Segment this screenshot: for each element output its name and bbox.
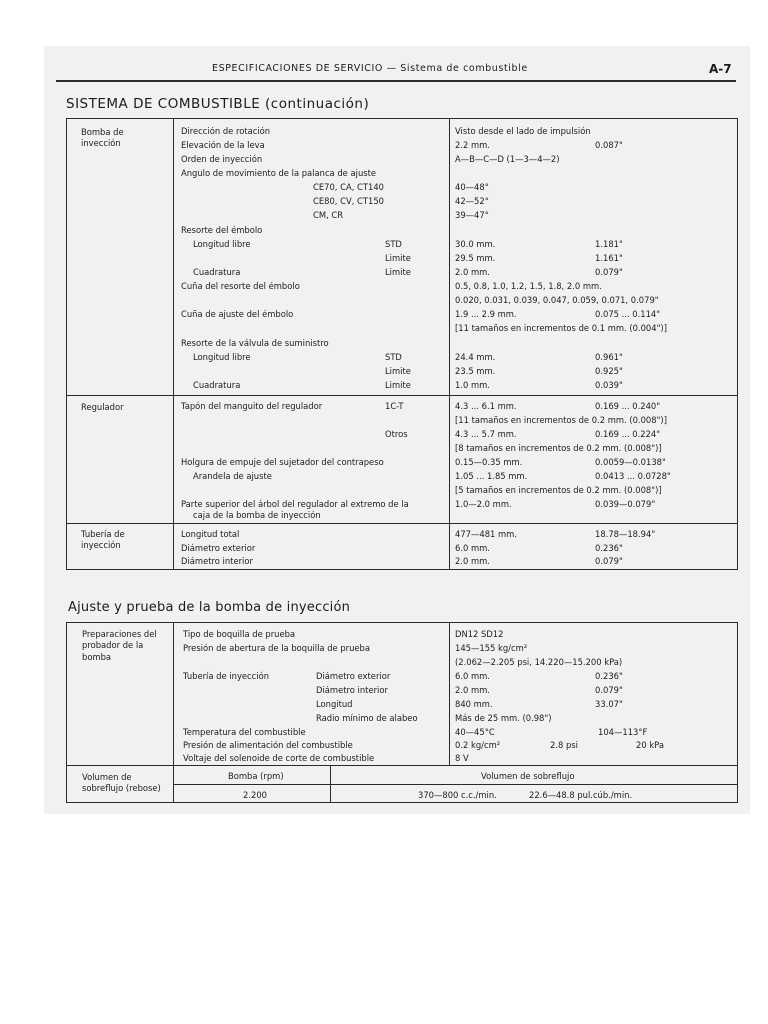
column-header: Volumen de sobreflujo <box>481 771 575 781</box>
spec-note: [8 tamaños en incrementos de 0.2 mm. (0.008")] <box>455 443 662 453</box>
volume-value-inch: 22.6—48.8 pul.cúb./min. <box>529 790 633 800</box>
spec-label: Presión de abertura de la boquilla de prueba <box>183 643 370 653</box>
spec-value: 30.0 mm. <box>455 239 496 249</box>
spec-value-inch: 0.079" <box>595 685 623 695</box>
spec-value: 24.4 mm. <box>455 352 496 362</box>
rpm-value: 2.200 <box>243 790 267 800</box>
spec-value: 4.3 ... 6.1 mm. <box>455 401 517 411</box>
spec-value: A—B—C—D (1—3—4—2) <box>455 154 560 164</box>
spec-value-inch: 0.925" <box>595 366 623 376</box>
spec-value: 42—52° <box>455 196 489 206</box>
spec-value: 2.0 mm. <box>455 685 490 695</box>
condition-label: STD <box>385 239 402 249</box>
table-divider-value <box>449 118 450 569</box>
spec-value-inch: 18.78—18.94" <box>595 529 656 539</box>
spec-label: Longitud libre <box>193 352 251 362</box>
spec-value-inch: 0.0413 ... 0.0728" <box>595 471 671 481</box>
spec-value: 840 mm. <box>455 699 493 709</box>
section-title: Ajuste y prueba de la bomba de inyección <box>68 600 351 615</box>
spec-value-inch: 0.236" <box>595 671 623 681</box>
spec-value: 23.5 mm. <box>455 366 496 376</box>
spec-value: 0.2 kg/cm² <box>455 740 501 750</box>
group-label: Bomba de <box>81 127 124 137</box>
spec-sublabel: Longitud <box>316 699 353 709</box>
spec-value-inch: 0.961" <box>595 352 623 362</box>
spec-value: 1.0 mm. <box>455 380 490 390</box>
spec-label: Tapón del manguito del regulador <box>181 401 323 411</box>
table-divider-value <box>449 622 450 766</box>
spec-value: 40—45°C <box>455 727 495 737</box>
spec-value-inch: 0.039" <box>595 380 623 390</box>
spec-value: 6.0 mm. <box>455 671 490 681</box>
volume-value: 370—800 c.c./min. <box>418 790 497 800</box>
spec-value: 8 V <box>455 753 469 763</box>
spec-value-inch: 0.087" <box>595 140 623 150</box>
section-title: SISTEMA DE COMBUSTIBLE (continuación) <box>66 96 370 112</box>
group-label: bomba <box>82 652 112 662</box>
spec-note: [5 tamaños en incrementos de 0.2 mm. (0.008")] <box>455 485 662 495</box>
spec-value-inch: 0.079" <box>595 556 623 566</box>
spec-label: Arandela de ajuste <box>193 471 272 481</box>
spec-label: Cuña de ajuste del émbolo <box>181 309 294 319</box>
spec-value-alt: (2.062—2.205 psi, 14.220—15.200 kPa) <box>455 657 623 667</box>
row-divider-tuberia <box>66 523 737 524</box>
spec-value-inch: 0.169 ... 0.224" <box>595 429 661 439</box>
spec-label: Elevación de la leva <box>181 140 265 150</box>
group-label: probador de la <box>82 640 144 650</box>
spec-note: [11 tamaños en incrementos de 0.2 mm. (0.008")] <box>455 415 667 425</box>
spec-label: Cuadratura <box>193 267 241 277</box>
spec-sublabel: Diámetro interior <box>316 685 388 695</box>
table-divider-group <box>173 118 174 569</box>
group-label: Tubería de <box>81 529 125 539</box>
spec-value: 0.15—0.35 mm. <box>455 457 523 467</box>
spec-label: Parte superior del árbol del regulador al extremo de la <box>181 499 409 509</box>
spec-label: Longitud libre <box>193 239 251 249</box>
spec-label: caja de la bomba de inyección <box>193 510 321 520</box>
spec-value-inch: 1.161" <box>595 253 623 263</box>
condition-label: Otros <box>385 429 408 439</box>
condition-label: 1C-T <box>385 401 404 411</box>
group-label: invección <box>81 138 121 148</box>
spec-value-inch: 0.039—0.079" <box>595 499 656 509</box>
spec-label: Voltaje del solenoide de corte de combustible <box>183 753 375 763</box>
group-label: Preparaciones del <box>82 629 157 639</box>
spec-label: Tipo de boquilla de prueba <box>183 629 296 639</box>
condition-label: STD <box>385 352 402 362</box>
spec-value-psi: 2.8 psi <box>550 740 578 750</box>
group-label: sobreflujo (rebose) <box>82 783 161 793</box>
spec-value-inch: 33.07" <box>595 699 623 709</box>
row-divider-volumen <box>66 765 737 766</box>
spec-value-inch: 1.181" <box>595 239 623 249</box>
spec-value-kpa: 20 kPa <box>636 740 664 750</box>
condition-label: Limite <box>385 380 411 390</box>
spec-value: 2.0 mm. <box>455 267 490 277</box>
spec-value: Visto desde el lado de impulsión <box>455 126 591 136</box>
column-header: Bomba (rpm) <box>228 771 284 781</box>
spec-value-inch: 0.075 ... 0.114" <box>595 309 661 319</box>
spec-value-inch: 0.020, 0.031, 0.039, 0.047, 0.059, 0.071, 0.079" <box>455 295 659 305</box>
table-divider-rpm <box>330 765 331 802</box>
spec-value: 4.3 ... 5.7 mm. <box>455 429 517 439</box>
spec-label: Tubería de inyección <box>183 671 270 681</box>
table-divider-group <box>173 622 174 803</box>
spec-value: DN12 SD12 <box>455 629 504 639</box>
model-label: CE70, CA, CT140 <box>313 182 384 192</box>
spec-value: 39—47° <box>455 210 489 220</box>
condition-label: Limite <box>385 267 411 277</box>
spec-label: Diámetro exterior <box>181 543 256 553</box>
group-label: Regulador <box>81 402 124 412</box>
spec-label: Dirección de rotación <box>181 126 271 136</box>
spec-label: Holgura de empuje del sujetador del contrapeso <box>181 457 384 467</box>
spec-value: 40—48° <box>455 182 489 192</box>
spec-label: Temperatura del combustible <box>183 727 306 737</box>
spec-value-inch: 0.236" <box>595 543 623 553</box>
spec-note: [11 tamaños en incrementos de 0.1 mm. (0.004")] <box>455 323 667 333</box>
group-label: Volumen de <box>82 772 132 782</box>
spec-value: 2.2 mm. <box>455 140 490 150</box>
row-divider-regulador <box>66 395 737 396</box>
spec-value: Más de 25 mm. (0.98") <box>455 713 552 723</box>
spec-value-f: 104—113°F <box>598 727 648 737</box>
spec-sublabel: Diámetro exterior <box>316 671 391 681</box>
spec-label: Diámetro interior <box>181 556 253 566</box>
group-label: inyección <box>81 540 121 550</box>
header-rule <box>56 80 736 82</box>
condition-label: Limite <box>385 253 411 263</box>
row-divider-header <box>173 784 737 785</box>
spec-label: Longitud total <box>181 529 240 539</box>
spec-label: Resorte de la válvula de suministro <box>181 338 329 348</box>
spec-label: Cuña del resorte del émbolo <box>181 281 300 291</box>
model-label: CE80, CV, CT150 <box>313 196 384 206</box>
spec-value: 2.0 mm. <box>455 556 490 566</box>
spec-value: 1.0—2.0 mm. <box>455 499 512 509</box>
condition-label: Limite <box>385 366 411 376</box>
spec-value: 1.9 ... 2.9 mm. <box>455 309 517 319</box>
model-label: CM, CR <box>313 210 344 220</box>
page-header-title: ESPECIFICACIONES DE SERVICIO — Sistema de combustible <box>212 63 528 74</box>
spec-value: 477—481 mm. <box>455 529 517 539</box>
spec-label: Angulo de movimiento de la palanca de ajuste <box>181 168 377 178</box>
spec-value: 145—155 kg/cm² <box>455 643 528 653</box>
spec-label: Resorte del émbolo <box>181 225 263 235</box>
spec-value: 6.0 mm. <box>455 543 490 553</box>
spec-value-inch: 0.169 ... 0.240" <box>595 401 661 411</box>
page-number: A-7 <box>709 62 732 76</box>
spec-value: 0.5, 0.8, 1.0, 1.2, 1.5, 1.8, 2.0 mm. <box>455 281 602 291</box>
spec-label: Orden de inyección <box>181 154 263 164</box>
spec-label: Cuadratura <box>193 380 241 390</box>
spec-value-inch: 0.0059—0.0138" <box>595 457 666 467</box>
spec-label: Presión de alimentación del combustible <box>183 740 353 750</box>
spec-value: 29.5 mm. <box>455 253 496 263</box>
spec-value: 1.05 ... 1.85 mm. <box>455 471 528 481</box>
spec-value-inch: 0.079" <box>595 267 623 277</box>
spec-sublabel: Radio mínimo de alabeo <box>316 713 418 723</box>
